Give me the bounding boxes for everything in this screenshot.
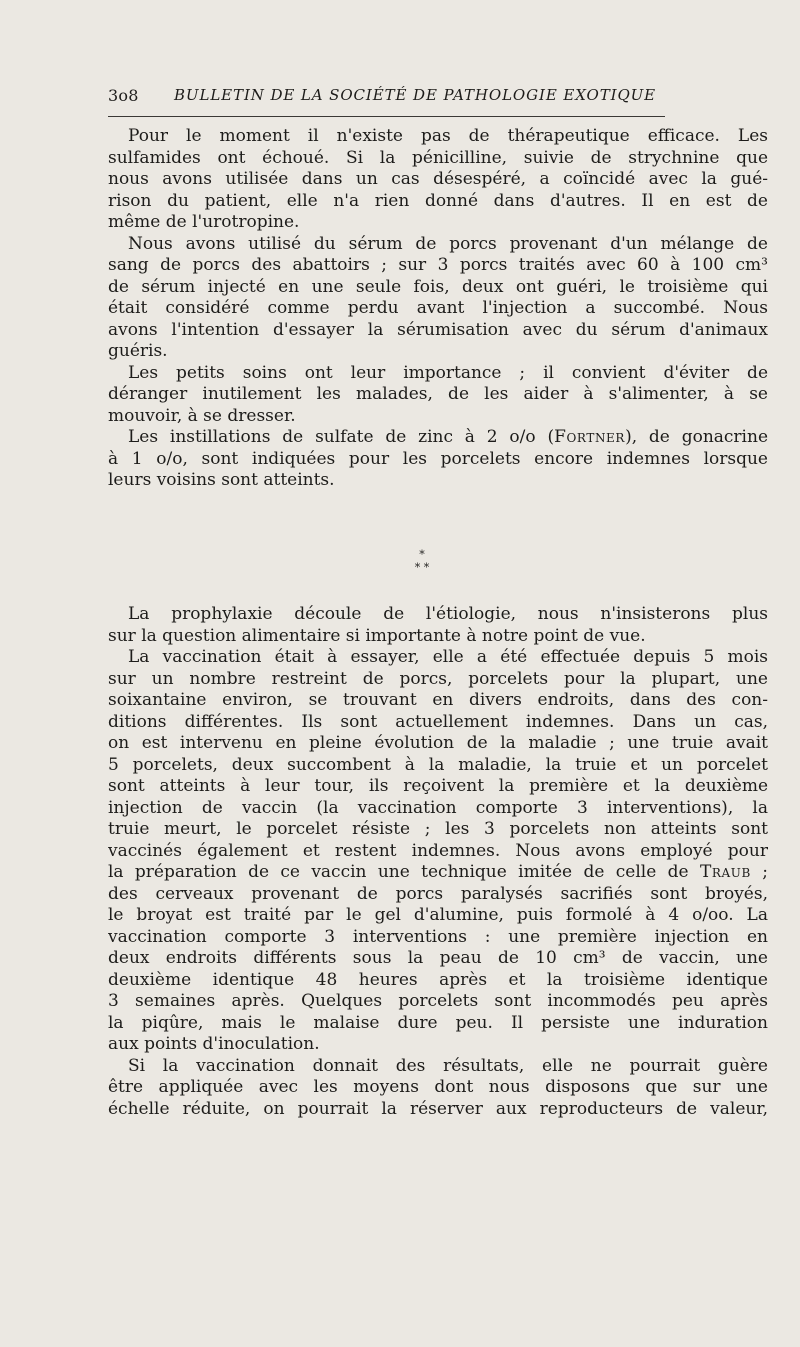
- text-line: sur un nombre restreint de porcs, porcelets pour la plupart, une: [108, 668, 768, 689]
- text-line: sont atteints à leur tour, ils reçoivent la première et la deuxième: [108, 776, 768, 796]
- text-line: leurs voisins sont atteints.: [108, 470, 335, 490]
- text-line: le broyat est traité par le gel d'alumine, puis formolé à 4 o/oo. La: [108, 905, 768, 925]
- text-line: déranger inutilement les malades, de les aider à s'alimenter, à se: [108, 384, 768, 404]
- text-line: des cerveaux provenant de porcs paralysés sacrifiés sont broyés,: [108, 883, 768, 904]
- text-line: La vaccination était à essayer, elle a été effectuée depuis 5 mois: [128, 647, 768, 667]
- page-number: 3o8: [108, 86, 139, 105]
- text-line: vaccinés également et restent indemnes. Nous avons employé pour: [108, 840, 768, 861]
- text-line: injection de vaccin (la vaccination comporte 3 interventions), la: [108, 797, 768, 818]
- text-line: Si la vaccination donnait des résultats, elle ne pourrait guère: [128, 1055, 768, 1076]
- text-line: rison du patient, elle n'a rien donné dans d'autres. Il en est de: [108, 190, 768, 211]
- text-line: deux endroits différents sous la peau de 10 cm³ de vaccin, une: [108, 948, 768, 968]
- text-line: Pour le moment il n'existe pas de thérapeutique efficace. Les: [128, 126, 768, 146]
- text-line: mouvoir, à se dresser.: [108, 405, 296, 426]
- text-line: vaccination comporte 3 interventions : une première injection en: [108, 926, 768, 947]
- paragraph-vaccination: [108, 647, 768, 1056]
- body-text-section-1: [108, 126, 768, 492]
- running-title: BULLETIN DE LA SOCIÉTÉ DE PATHOLOGIE EXOTIQUE: [174, 86, 657, 104]
- text-line: guéris.: [108, 341, 168, 361]
- asterism-top: *: [419, 548, 425, 561]
- text-line: deuxième identique 48 heures après et la troisième identique: [108, 969, 768, 990]
- text-run: Les instillations de sulfate de zinc à 2 o/o (: [128, 427, 555, 447]
- text-line: Les petits soins ont leur importance ; il convient d'éviter de: [128, 362, 768, 383]
- paragraph-soins: [108, 363, 768, 428]
- asterism-bottom: * *: [414, 561, 430, 574]
- text-line: avons l'intention d'essayer la sérumisation avec du sérum d'animaux: [108, 319, 768, 340]
- text-line: de sérum injecté en une seule fois, deux ont guéri, le troisième qui: [108, 276, 768, 297]
- text-line: être appliquée avec les moyens dont nous disposons que sur une: [108, 1077, 768, 1097]
- text-line: ditions différentes. Ils sont actuellement indemnes. Dans un cas,: [108, 711, 768, 732]
- text-line: sulfamides ont échoué. Si la pénicilline, suivie de strychnine que: [108, 147, 768, 168]
- text-line: aux points d'inoculation.: [108, 1034, 320, 1054]
- text-line: truie meurt, le porcelet résiste ; les 3 porcelets non atteints sont: [108, 819, 768, 839]
- text-run: ;: [750, 862, 768, 882]
- text-line: Nous avons utilisé du sérum de porcs provenant d'un mélange de: [128, 233, 768, 254]
- paragraph-instillations: [108, 427, 768, 492]
- text-line: La prophylaxie découle de l'étiologie, nous n'insisterons plus: [128, 604, 768, 624]
- text-line: on est intervenu en pleine évolution de la maladie ; une truie avait: [108, 733, 768, 753]
- paragraph-prophylaxie: [108, 604, 768, 647]
- text-run: ), de gonacrine: [625, 427, 768, 447]
- text-line: était considéré comme perdu avant l'injection a succombé. Nous: [108, 298, 768, 318]
- text-line: [108, 862, 768, 884]
- text-line: même de l'urotropine.: [108, 212, 300, 232]
- body-text-section-2: [108, 604, 768, 1120]
- text-line: échelle réduite, on pourrait la réserver aux reproducteurs de valeur,: [108, 1098, 768, 1119]
- text-line: sur la question alimentaire si importante à notre point de vue.: [108, 625, 646, 646]
- text-line: nous avons utilisée dans un cas désespéré, a coïncidé avec la gué-: [108, 169, 768, 189]
- paragraph-therapeutique: [108, 126, 768, 234]
- text-line: la piqûre, mais le malaise dure peu. Il persiste une induration: [108, 1012, 768, 1033]
- section-asterism: [392, 548, 452, 588]
- text-line: 3 semaines après. Quelques porcelets sont incommodés peu après: [108, 991, 768, 1011]
- author-name: Fortner: [554, 427, 626, 447]
- text-line: à 1 o/o, sont indiquées pour les porcelets encore indemnes lorsque: [108, 448, 768, 469]
- text-run: la préparation de ce vaccin une technique imitée de celle de: [108, 862, 700, 882]
- author-name: Traub: [699, 862, 751, 882]
- paragraph-conclusion: [108, 1056, 768, 1121]
- page-header: [108, 86, 668, 110]
- text-line: sang de porcs des abattoirs ; sur 3 porcs traités avec 60 à 100 cm³: [108, 255, 768, 275]
- text-line: [108, 427, 768, 449]
- header-rule: [108, 116, 665, 117]
- paragraph-serum: [108, 234, 768, 363]
- text-line: soixantaine environ, se trouvant en divers endroits, dans des con-: [108, 690, 768, 710]
- text-line: 5 porcelets, deux succombent à la maladie, la truie et un porcelet: [108, 754, 768, 775]
